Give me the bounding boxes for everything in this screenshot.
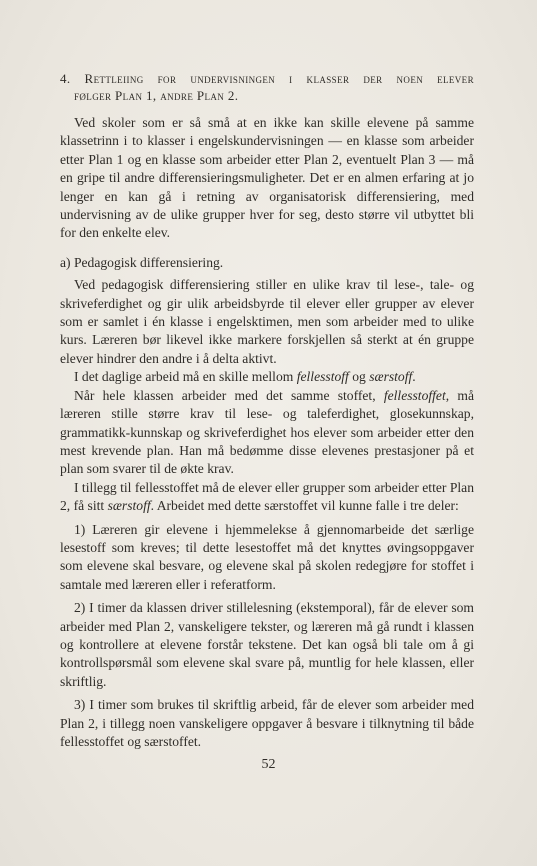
paragraph-whole-class (60, 387, 474, 479)
list-item: 3) I timer som brukes til skriftlig arbeid, får de elever som arbeider med Plan 2, i tillegg noen vanskeligere oppgaver å besvare i tilknytning til både fellesstoffet og særstoffet. (60, 697, 474, 749)
term-saerstoff-2: særstoff (107, 498, 151, 514)
text-run: og (348, 369, 370, 385)
paragraph-daily-work (60, 368, 474, 386)
text-run: . Arbeidet med dette særstoffet vil kunne falle i tre deler: (150, 498, 459, 514)
intro-paragraph: Ved skoler som er så små at en ikke kan skille elevene på samme klassetrinn i to klasser i engelskundervisningen — en klasse som arbeider etter Plan 1 og en klasse som arbeider etter Plan 2, eventuelt Plan 3 — må en gripe til andre differensieringsmuligheter. Det er en almen erfaring at jo lenger en kan gå i retning av organisatorisk differensiering, med undervisning av de ulike grupper hver for seg, desto større vil utbyttet bli for den enkelte elev. (60, 115, 474, 241)
term-saerstoff: særstoff (369, 369, 413, 385)
section-heading-line-2: følger Plan 1, andre Plan 2. (74, 88, 239, 103)
subsection-title: a) Pedagogisk differensiering. (60, 254, 224, 270)
page-content (60, 70, 474, 751)
text-run: I tillegg til fellesstoffet må de elever eller grupper som arbeider etter Plan 2, få sitt (60, 479, 474, 514)
term-fellesstoffet: fellesstoffet (383, 387, 446, 403)
text-run: . (412, 369, 416, 385)
list-item: 2) I timer da klassen driver stillelesning (ekstemporal), får de elever som arbeider med Plan 2, vanskeligere tekster, og læreren må gå rundt i klassen og kontrollere at elevene forstår tekstene. Det kan også bli tale om å gi kontrollspørsmål som elevene skal svare på, muntlig for hele klassen, eller skriftlig. (60, 600, 474, 689)
section-heading-line-1: 4. Rettleiing for undervisningen i klasser der noen elever (60, 71, 474, 86)
list-item: 1) Læreren gir elevene i hjemmelekse å gjennomarbeide det særlige lesestoff som kreves; til dette lesestoffet må det knyttes øvingsoppgaver som elevene skal besvare, og elevene skal på skolen redegjøre for stoffet i samtale med læreren eller i referatform. (60, 521, 474, 592)
term-fellesstoff: fellesstoff (296, 369, 349, 385)
text-run: Når hele klassen arbeider med det samme stoffet, (74, 387, 384, 403)
text-run: , må læreren stille større krav til lese- og taleferdighet, glosekunnskap, grammatikk-kunnskap og skriveferdighet hos elever som arbeider etter den mest krevende plan. Han må bedømme disse elevenes prestasjoner på et plan som svarer til de økte krav. (60, 387, 474, 477)
page-number: 52 (261, 757, 276, 772)
text-run: I det daglige arbeid må en skille mellom (74, 369, 297, 385)
paragraph-in-addition (60, 479, 474, 516)
paragraph-differentiation: Ved pedagogisk differensiering stiller en ulike krav til lese-, tale- og skriveferdighet og gir ulik arbeidsbyrde til elever eller grupper av elever som er samlet i én klasse i engelsktimen, men som arbeider med to ulike kurs. Læreren bør likevel ikke markere forskjellen så sterkt at én gruppe elever hindrer den andre i å delta aktivt. (60, 277, 474, 366)
section-heading (60, 70, 474, 104)
